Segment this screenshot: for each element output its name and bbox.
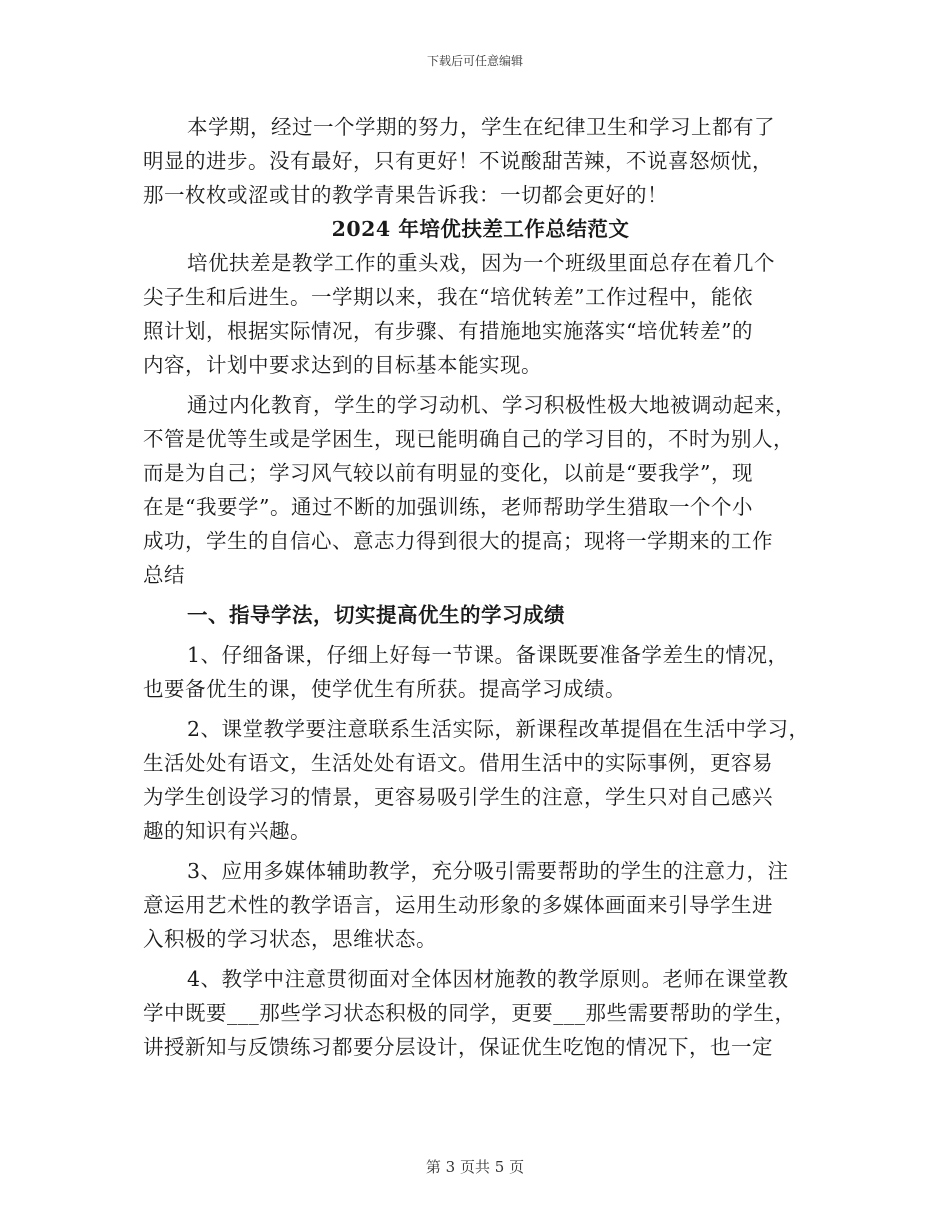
p1-line-2: 尖子生和后进生。一学期以来，我在“培优转差”工作过程中，能依 bbox=[143, 285, 753, 309]
item2-line-1: 2、课堂教学要注意联系生活实际，新课程改革提倡在生活中学习， bbox=[187, 717, 810, 741]
p2-line-6: 总结 bbox=[143, 563, 185, 587]
item2-line-4: 趣的知识有兴趣。 bbox=[143, 819, 311, 843]
p2-line-3: 而是为自己；学习风气较以前有明显的变化，以前是“要我学”，现 bbox=[143, 461, 753, 485]
intro-line-1: 本学期，经过一个学期的努力，学生在纪律卫生和学习上都有了 bbox=[187, 115, 775, 139]
page-header: 下载后可任意编辑 bbox=[426, 54, 523, 68]
item1-line-1: 1、仔细备课，仔细上好每一节课。备课既要准备学差生的情况， bbox=[187, 643, 789, 667]
item2-line-2: 生活处处有语文，生活处处有语文。借用生活中的实际事例，更容易 bbox=[143, 751, 773, 775]
item4-line-3: 讲授新知与反馈练习都要分层设计，保证优生吃饱的情况下，也一定 bbox=[143, 1035, 773, 1059]
item2-line-3: 为学生创设学习的情景，更容易吸引学生的注意，学生只对自己感兴 bbox=[143, 785, 773, 809]
item3-line-2: 意运用艺术性的教学语言，运用生动形象的多媒体画面来引导学生进 bbox=[143, 893, 773, 917]
p2-line-1: 通过内化教育，学生的学习动机、学习积极性极大地被调动起来， bbox=[187, 393, 796, 417]
page-footer: 第 3 页共 5 页 bbox=[425, 1158, 525, 1176]
p2-line-2: 不管是优等生或是学困生，现已能明确自己的学习目的，不时为别人， bbox=[143, 427, 794, 451]
item4-line-1: 4、教学中注意贯彻面对全体因材施教的教学原则。老师在课堂教 bbox=[187, 967, 789, 991]
section-heading-1: 一、指导学法，切实提高优生的学习成绩 bbox=[187, 603, 565, 627]
document-body bbox=[143, 110, 818, 1064]
item4-line-2: 学中既要___那些学习状态积极的同学，更要___那些需要帮助的学生， bbox=[143, 1001, 796, 1025]
item3-line-1: 3、应用多媒体辅助教学，充分吸引需要帮助的学生的注意力，注 bbox=[187, 859, 789, 883]
intro-line-3: 那一枚枚或涩或甘的教学青果告诉我：一切都会更好的！ bbox=[143, 183, 668, 207]
p2-line-5: 成功，学生的自信心、意志力得到很大的提高；现将一学期来的工作 bbox=[143, 529, 773, 553]
p1-line-1: 培优扶差是教学工作的重头戏，因为一个班级里面总存在着几个 bbox=[187, 251, 775, 275]
intro-line-2: 明显的进步。没有最好，只有更好！不说酸甜苦辣，不说喜怒烦忧， bbox=[143, 149, 773, 173]
p2-line-4: 在是“我要学”。通过不断的加强训练，老师帮助学生猎取一个个小 bbox=[143, 495, 753, 519]
p1-line-3: 照计划，根据实际情况，有步骤、有措施地实施落实“培优转差”的 bbox=[143, 319, 753, 343]
article-title: 2024 年培优扶差工作总结范文 bbox=[331, 217, 630, 241]
item3-line-3: 入积极的学习状态，思维状态。 bbox=[143, 927, 437, 951]
item1-line-2: 也要备优生的课，使学优生有所获。提高学习成绩。 bbox=[143, 677, 626, 701]
p1-line-4: 内容，计划中要求达到的目标基本能实现。 bbox=[143, 353, 542, 377]
